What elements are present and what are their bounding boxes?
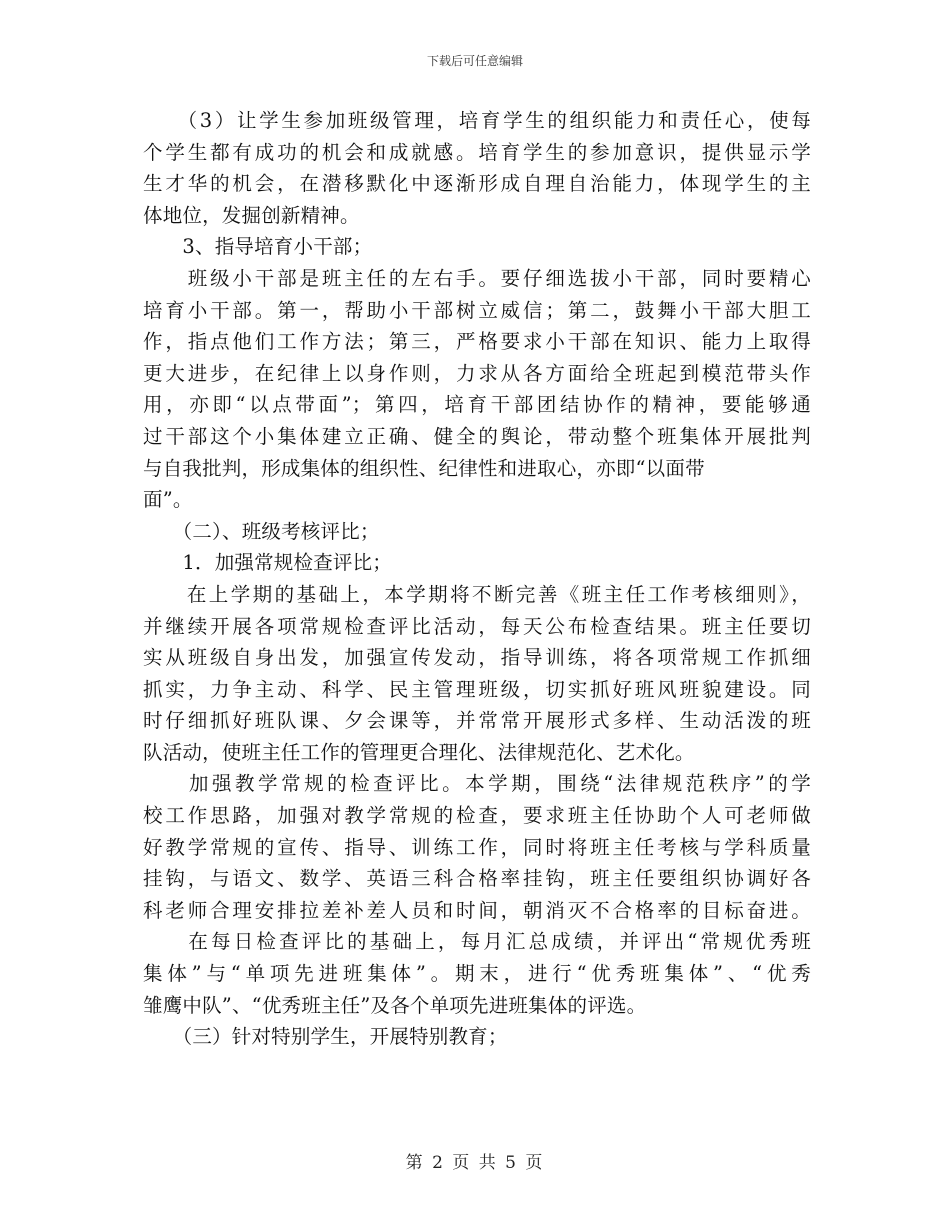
text-line: 科老师合理安排拉差补差人员和时间，朝消灭不合格率的目标奋进。	[143, 898, 811, 922]
text-line: 雏鹰中队”、“优秀班主任”及各个单项先进班集体的评选。	[143, 993, 647, 1017]
text-line: 队活动，使班主任工作的管理更合理化、法律规范化、艺术化。	[143, 740, 695, 764]
text-line: 过干部这个小集体建立正确、健全的舆论，带动整个班集体开展批判	[143, 424, 811, 448]
section-heading: 3、指导培育小干部；	[143, 235, 373, 259]
document-body	[143, 105, 811, 1053]
text-line: 作，指点他们工作方法；第三，严格要求小干部在知识、能力上取得	[143, 330, 811, 354]
text-line: 并继续开展各项常规检查评比活动，每天公布检查结果。班主任要切	[143, 614, 811, 638]
text-line: 校工作思路，加强对教学常规的检查，要求班主任协助个人可老师做	[143, 804, 811, 828]
text-line: 培育小干部。第一，帮助小干部树立威信；第二，鼓舞小干部大胆工	[143, 298, 811, 322]
text-line: 面”。	[143, 488, 193, 512]
text-line: 挂钩，与语文、数学、英语三科合格率挂钩，班主任要组织协调好各	[143, 867, 811, 891]
text-line: 与自我批判，形成集体的组织性、纪律性和进取心，亦即“以面带	[143, 456, 705, 480]
section-heading: （三）针对特别学生，开展特别教育；	[143, 1025, 508, 1049]
text-line: 用，亦即“以点带面”；第四，培育干部团结协作的精神，要能够通	[143, 393, 811, 417]
text-line: 生才华的机会，在潜移默化中逐渐形成自理自治能力，体现学生的主	[143, 172, 811, 196]
text-line: 在上学期的基础上，本学期将不断完善《班主任工作考核细则》，	[143, 582, 811, 606]
text-line: 集体”与“单项先进班集体”。期末，进行“优秀班集体”、“优秀	[143, 962, 811, 986]
section-heading: 1．加强常规检查评比；	[143, 551, 393, 575]
text-line: 更大进步，在纪律上以身作则，力求从各方面给全班起到模范带头作	[143, 361, 811, 385]
text-line: （3）让学生参加班级管理，培育学生的组织能力和责任心，使每	[143, 109, 811, 132]
text-line: 实从班级自身出发，加强宣传发动，指导训练，将各项常规工作抓细	[143, 646, 811, 670]
text-line: 班级小干部是班主任的左右手。要仔细选拔小干部，同时要精心	[143, 266, 811, 290]
text-line: 时仔细抓好班队课、夕会课等，并常常开展形式多样、生动活泼的班	[143, 709, 811, 733]
text-line: 抓实，力争主动、科学、民主管理班级，切实抓好班风班貌建设。同	[143, 677, 811, 701]
text-line: 个学生都有成功的机会和成就感。培育学生的参加意识，提供显示学	[143, 140, 811, 164]
text-line: 加强教学常规的检查评比。本学期，围绕“法律规范秩序”的学	[143, 772, 811, 796]
section-heading: （二）、班级考核评比；	[143, 519, 380, 543]
text-line: 在每日检查评比的基础上，每月汇总成绩，并评出“常规优秀班	[143, 930, 811, 954]
text-line: 好教学常规的宣传、指导、训练工作，同时将班主任考核与学科质量	[143, 835, 811, 859]
page-number: 第 2 页 共 5 页	[405, 1153, 545, 1173]
text-line: 体地位，发掘创新精神。	[143, 203, 360, 227]
page-header: 下载后可任意编辑	[426, 54, 523, 68]
